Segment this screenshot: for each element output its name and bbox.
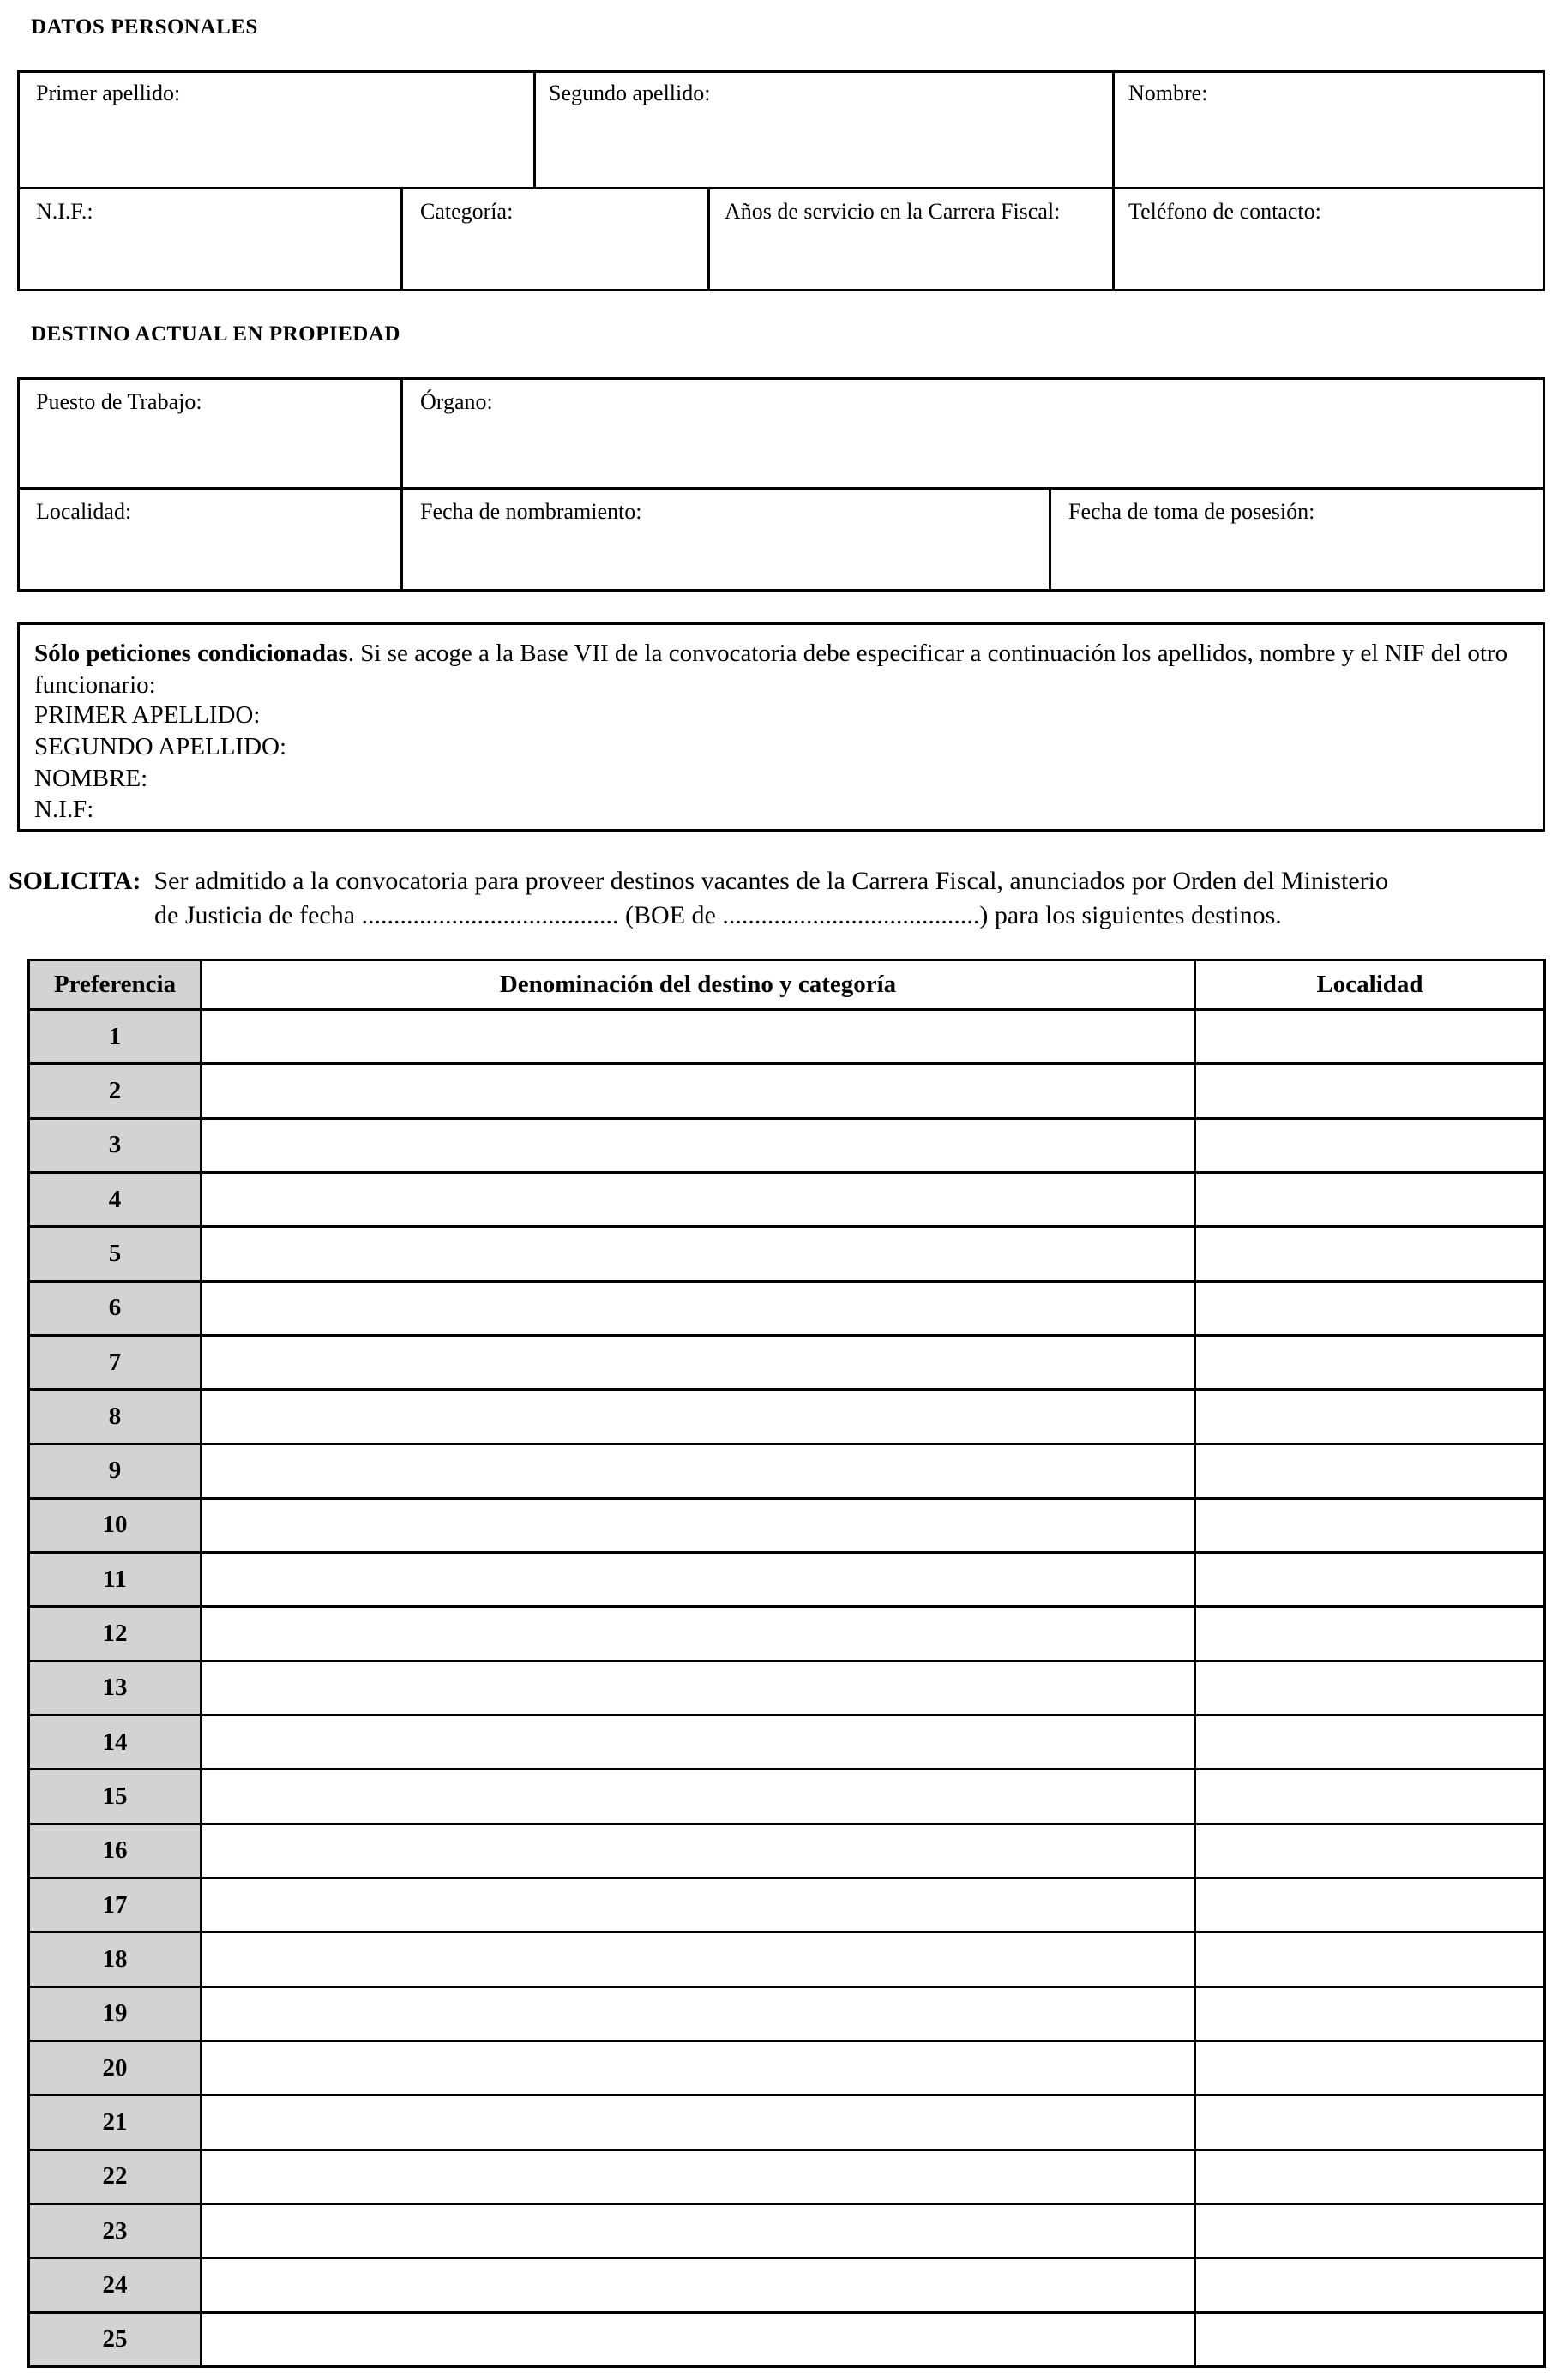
field-telefono[interactable]: Teléfono de contacto:	[1128, 199, 1321, 224]
localidad-cell[interactable]	[1195, 2312, 1545, 2367]
localidad-cell[interactable]	[1195, 2203, 1545, 2257]
header-denominacion: Denominación del destino y categoría	[202, 960, 1195, 1010]
localidad-cell[interactable]	[1195, 1770, 1545, 1824]
localidad-cell[interactable]	[1195, 1172, 1545, 1226]
localidad-cell[interactable]	[1195, 1716, 1545, 1770]
preference-number: 8	[29, 1390, 202, 1444]
field-localidad[interactable]: Localidad:	[36, 499, 132, 524]
personal-data-row-divider	[17, 187, 1545, 189]
preference-number: 17	[29, 1878, 202, 1932]
destino-cell[interactable]	[202, 2095, 1195, 2149]
field-organo[interactable]: Órgano:	[420, 389, 493, 414]
localidad-cell[interactable]	[1195, 1281, 1545, 1335]
field-anos-servicio[interactable]: Años de servicio en la Carrera Fiscal:	[725, 199, 1061, 224]
preference-number: 24	[29, 2258, 202, 2312]
field-categoria[interactable]: Categoría:	[420, 199, 514, 224]
cond-nif[interactable]: N.I.F:	[34, 796, 94, 823]
destino-cell[interactable]	[202, 1986, 1195, 2040]
table-row	[29, 2149, 1545, 2203]
divider	[533, 70, 536, 189]
table-row	[29, 1227, 1545, 1281]
table-row	[29, 2203, 1545, 2257]
preference-number: 1	[29, 1010, 202, 1064]
destino-cell[interactable]	[202, 1444, 1195, 1498]
localidad-cell[interactable]	[1195, 1986, 1545, 2040]
localidad-cell[interactable]	[1195, 1335, 1545, 1389]
preference-number: 10	[29, 1498, 202, 1552]
localidad-cell[interactable]	[1195, 1607, 1545, 1661]
table-row	[29, 1770, 1545, 1824]
table-row	[29, 1172, 1545, 1226]
destino-cell[interactable]	[202, 1335, 1195, 1389]
preference-number: 18	[29, 1932, 202, 1986]
section-title-datos-personales: DATOS PERSONALES	[31, 15, 258, 39]
table-row	[29, 1010, 1545, 1064]
preference-number: 20	[29, 2040, 202, 2095]
destino-cell[interactable]	[202, 1227, 1195, 1281]
condicionadas-bold-lead: Sólo peticiones condicionadas	[34, 640, 348, 667]
divider	[1112, 70, 1115, 291]
destino-cell[interactable]	[202, 1770, 1195, 1824]
table-row	[29, 1553, 1545, 1607]
preference-number: 22	[29, 2149, 202, 2203]
table-row	[29, 1390, 1545, 1444]
destino-cell[interactable]	[202, 1932, 1195, 1986]
preference-number: 3	[29, 1118, 202, 1172]
table-row	[29, 2312, 1545, 2367]
localidad-cell[interactable]	[1195, 1118, 1545, 1172]
localidad-cell[interactable]	[1195, 1064, 1545, 1118]
table-row	[29, 1335, 1545, 1389]
preference-number: 12	[29, 1607, 202, 1661]
solicita-line-2: de Justicia de fecha ........................................ (BOE de ........................................) para los siguientes destinos.	[154, 901, 1282, 929]
table-row	[29, 1064, 1545, 1118]
destino-cell[interactable]	[202, 1064, 1195, 1118]
localidad-cell[interactable]	[1195, 1390, 1545, 1444]
preference-number: 9	[29, 1444, 202, 1498]
destino-cell[interactable]	[202, 1607, 1195, 1661]
preference-number: 2	[29, 1064, 202, 1118]
condicionadas-intro	[34, 638, 1526, 701]
personal-data-box	[17, 70, 1545, 291]
table-row	[29, 1607, 1545, 1661]
preference-number: 5	[29, 1227, 202, 1281]
field-puesto-trabajo[interactable]: Puesto de Trabajo:	[36, 389, 202, 414]
table-row	[29, 1444, 1545, 1498]
table-row	[29, 1498, 1545, 1552]
cond-primer-apellido[interactable]: PRIMER APELLIDO:	[34, 701, 261, 729]
localidad-cell[interactable]	[1195, 1661, 1545, 1715]
destino-cell[interactable]	[202, 1661, 1195, 1715]
localidad-cell[interactable]	[1195, 2149, 1545, 2203]
destino-actual-box	[17, 377, 1545, 592]
destino-cell[interactable]	[202, 2040, 1195, 2095]
localidad-cell[interactable]	[1195, 1553, 1545, 1607]
divider	[400, 187, 403, 291]
destino-cell[interactable]	[202, 1172, 1195, 1226]
table-row	[29, 1716, 1545, 1770]
field-nombre[interactable]: Nombre:	[1128, 81, 1208, 105]
destino-cell[interactable]	[202, 2203, 1195, 2257]
destino-cell[interactable]	[202, 2312, 1195, 2367]
preference-number: 23	[29, 2203, 202, 2257]
divider	[400, 377, 403, 592]
field-nif[interactable]: N.I.F.:	[36, 199, 93, 224]
table-row	[29, 2095, 1545, 2149]
divider	[1049, 487, 1051, 592]
preference-number: 4	[29, 1172, 202, 1226]
cond-nombre[interactable]: NOMBRE:	[34, 765, 148, 792]
localidad-cell[interactable]	[1195, 2095, 1545, 2149]
table-row	[29, 1932, 1545, 1986]
destino-cell[interactable]	[202, 1716, 1195, 1770]
localidad-cell[interactable]	[1195, 1824, 1545, 1878]
table-row	[29, 1824, 1545, 1878]
field-primer-apellido[interactable]: Primer apellido:	[36, 81, 181, 105]
field-fecha-nombramiento[interactable]: Fecha de nombramiento:	[420, 499, 642, 524]
table-row	[29, 2258, 1545, 2312]
table-row	[29, 2040, 1545, 2095]
condicionadas-text: . Si se acoge a la Base VII de la convocatoria debe especificar a continuación los apellidos, nombre y el NIF del otro funcionario:	[34, 640, 1508, 699]
localidad-cell[interactable]	[1195, 1878, 1545, 1932]
destino-cell[interactable]	[202, 1010, 1195, 1064]
solicita-line-1	[9, 864, 1388, 899]
localidad-cell[interactable]	[1195, 1498, 1545, 1552]
destino-cell[interactable]	[202, 1390, 1195, 1444]
table-header-row	[29, 960, 1545, 1010]
field-fecha-posesion[interactable]: Fecha de toma de posesión:	[1068, 499, 1315, 524]
solicita-text-1: Ser admitido a la convocatoria para proveer destinos vacantes de la Carrera Fiscal, anunciados por Orden del Ministerio	[153, 867, 1388, 895]
localidad-cell[interactable]	[1195, 1444, 1545, 1498]
solicita-label: SOLICITA:	[9, 867, 141, 895]
preference-number: 21	[29, 2095, 202, 2149]
field-segundo-apellido[interactable]: Segundo apellido:	[549, 81, 711, 105]
localidad-cell[interactable]	[1195, 2258, 1545, 2312]
destino-cell[interactable]	[202, 1878, 1195, 1932]
section-title-destino-actual: DESTINO ACTUAL EN PROPIEDAD	[31, 322, 400, 346]
header-preferencia: Preferencia	[29, 960, 202, 1010]
cond-segundo-apellido[interactable]: SEGUNDO APELLIDO:	[34, 733, 287, 760]
destino-row-divider	[17, 487, 1545, 490]
preference-number: 16	[29, 1824, 202, 1878]
localidad-cell[interactable]	[1195, 1932, 1545, 1986]
destino-cell[interactable]	[202, 2258, 1195, 2312]
destinos-table	[27, 959, 1546, 2368]
preference-number: 11	[29, 1553, 202, 1607]
destino-cell[interactable]	[202, 1498, 1195, 1552]
destino-cell[interactable]	[202, 1824, 1195, 1878]
preference-number: 14	[29, 1716, 202, 1770]
destino-cell[interactable]	[202, 1281, 1195, 1335]
divider	[707, 187, 710, 291]
destino-cell[interactable]	[202, 1118, 1195, 1172]
preference-number: 15	[29, 1770, 202, 1824]
destino-cell[interactable]	[202, 2149, 1195, 2203]
localidad-cell[interactable]	[1195, 1010, 1545, 1064]
preference-number: 7	[29, 1335, 202, 1389]
table-row	[29, 1986, 1545, 2040]
table-row	[29, 1281, 1545, 1335]
preference-number: 6	[29, 1281, 202, 1335]
header-localidad: Localidad	[1195, 960, 1545, 1010]
table-row	[29, 1661, 1545, 1715]
localidad-cell[interactable]	[1195, 1227, 1545, 1281]
destino-cell[interactable]	[202, 1553, 1195, 1607]
table-row	[29, 1118, 1545, 1172]
preference-number: 25	[29, 2312, 202, 2367]
preference-number: 19	[29, 1986, 202, 2040]
table-row	[29, 1878, 1545, 1932]
preference-number: 13	[29, 1661, 202, 1715]
localidad-cell[interactable]	[1195, 2040, 1545, 2095]
